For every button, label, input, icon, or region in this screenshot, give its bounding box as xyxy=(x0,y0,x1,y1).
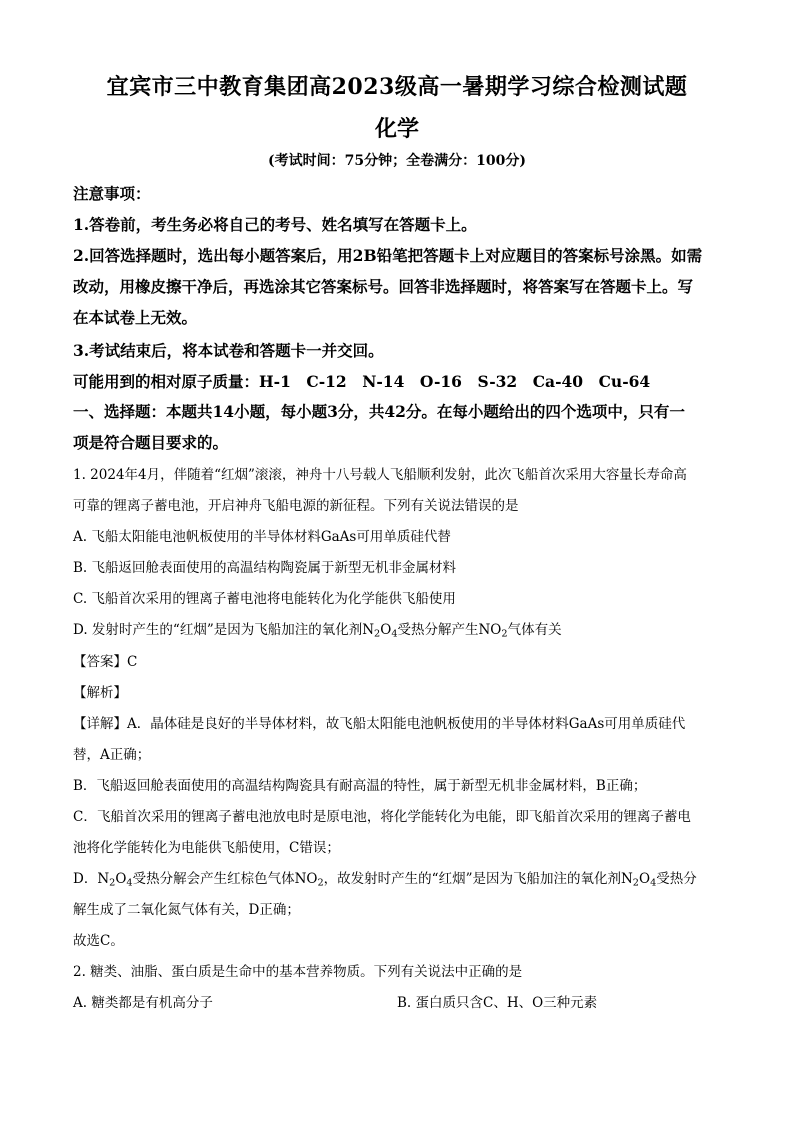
section-heading-line-1: 一、选择题：本题共14小题，每小题3分，共42分。在每小题给出的四个选项中，只有一 xyxy=(73,402,685,421)
notes-item-1: 1.答卷前，考生务必将自己的考号、姓名填写在答题卡上。 xyxy=(73,215,477,234)
notes-item-2-line-1: 2.回答选择题时，选出每小题答案后，用2B铅笔把答题卡上对应题目的答案标号涂黑。如需 xyxy=(73,246,703,265)
notes-item-2-line-3: 在本试卷上无效。 xyxy=(73,308,198,327)
q1-detail-c-line-1: C．飞船首次采用的锂离子蓄电池放电时是原电池，将化学能转化为电能，即飞船首次采用的锂离子蓄电 xyxy=(73,809,691,825)
q1-detail-b: B．飞船返回舱表面使用的高温结构陶瓷具有耐高温的特性，属于新型无机非金属材料，B正确； xyxy=(73,778,647,794)
q2-option-b: B. 蛋白质只含C、H、O三种元素 xyxy=(397,995,598,1011)
q1-option-a: A. 飞船太阳能电池帆板使用的半导体材料GaAs可用单质硅代替 xyxy=(73,529,451,545)
q1-detail-a-line-1: 【详解】A．晶体硅是良好的半导体材料，故飞船太阳能电池帆板使用的半导体材料GaAs可用单质硅代 xyxy=(73,716,686,732)
exam-info: (考试时间：75分钟；全卷满分：100分) xyxy=(268,153,526,169)
q2-stem: 2. 糖类、油脂、蛋白质是生命中的基本营养物质。下列有关说法中正确的是 xyxy=(73,964,523,980)
section-heading-line-2: 项是符合题目要求的。 xyxy=(73,433,229,452)
q1-option-d: D. 发射时产生的“红烟”是因为飞船加注的氧化剂$N_2O_4$受热分解产生$NO_2$气体有关 xyxy=(73,622,562,640)
q1-option-b: B. 飞船返回舱表面使用的高温结构陶瓷属于新型无机非金属材料 xyxy=(73,560,457,576)
q1-answer: 【答案】C xyxy=(73,654,138,670)
notes-item-2-line-2: 改动，用橡皮擦干净后，再选涂其它答案标号。回答非选择题时，将答案写在答题卡上。写 xyxy=(73,277,694,296)
q1-analysis-label: 【解析】 xyxy=(73,685,127,701)
q2-option-a: A. 糖类都是有机高分子 xyxy=(73,995,213,1011)
q1-detail-d-line-2: 解生成了二氧化氮气体有关，D正确； xyxy=(73,902,300,918)
exam-title: 宜宾市三中教育集团高2023级高一暑期学习综合检测试题 xyxy=(106,74,688,100)
q1-stem-line-2: 可靠的锂离子蓄电池，开启神舟飞船电源的新征程。下列有关说法错误的是 xyxy=(73,498,519,514)
q1-detail-a-line-2: 替，A正确； xyxy=(73,747,151,763)
subject-title: 化学 xyxy=(374,116,419,142)
q1-stem-line-1: 1. 2024年4月，伴随着“红烟”滚滚，神舟十八号载人飞船顺利发射，此次飞船首次采用大容量长寿命高 xyxy=(73,467,687,483)
q1-detail-c-line-2: 池将化学能转化为电能供飞船使用，C错误； xyxy=(73,840,340,856)
q1-option-c: C. 飞船首次采用的锂离子蓄电池将电能转化为化学能供飞船使用 xyxy=(73,591,456,607)
notes-heading: 注意事项： xyxy=(73,184,151,203)
notes-item-3: 3.考试结束后，将本试卷和答题卡一并交回。 xyxy=(73,341,384,360)
q1-conclusion: 故选C。 xyxy=(73,933,124,949)
atomic-mass-line: 可能用到的相对原子质量：H-1 C-12 N-14 O-16 S-32 Ca-40 Cu-64 xyxy=(73,372,651,391)
q1-detail-d-line-1: D．$N_2O_4$受热分解会产生红棕色气体$NO_2$，故发射时产生的“红烟”是因为飞船加注的氧化剂$N_2O_4$受热分 xyxy=(73,871,697,889)
